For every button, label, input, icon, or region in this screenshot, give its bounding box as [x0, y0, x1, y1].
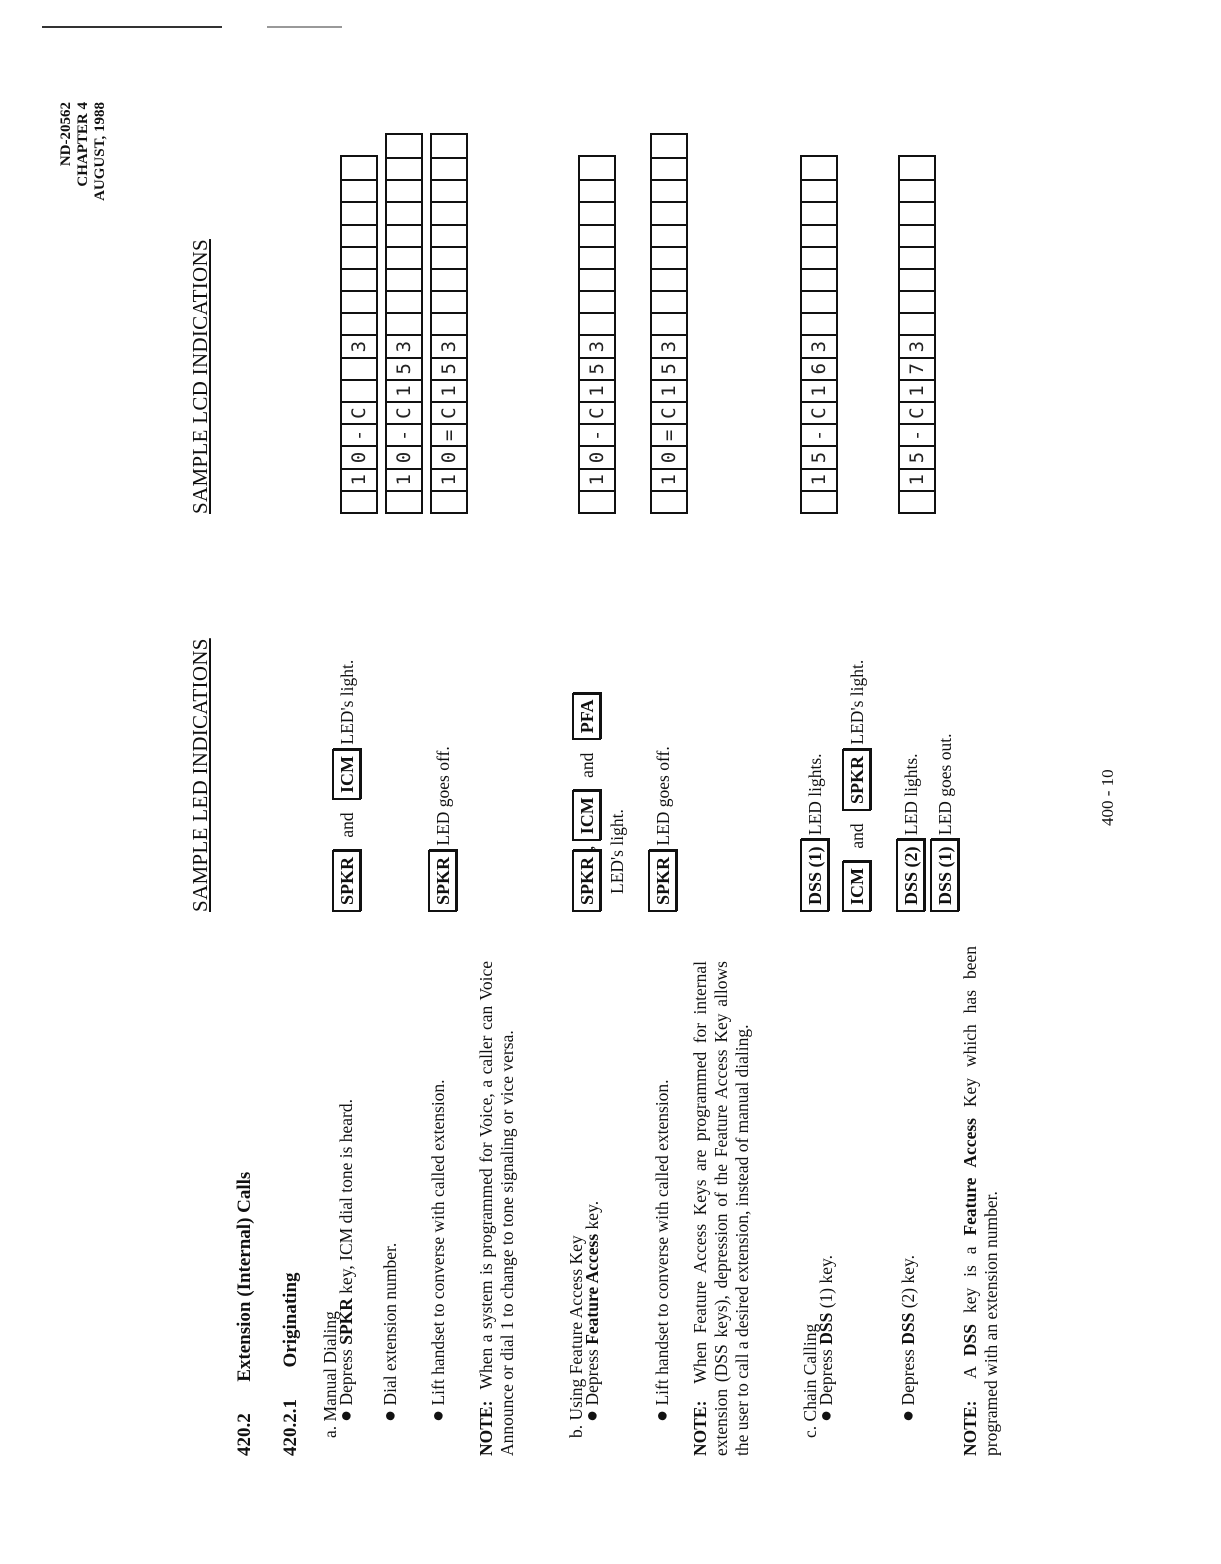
lcd-cell	[342, 179, 376, 201]
lcd-cell	[342, 268, 376, 290]
lcd-cell	[900, 268, 934, 290]
lcd-cell: 5	[580, 357, 614, 379]
spkr-key-label: SPKR	[332, 850, 361, 912]
lcd-cell	[580, 157, 614, 179]
lcd-cell: 1	[432, 468, 466, 490]
bullet-icon: ●	[815, 1409, 837, 1422]
bullet-icon: ●	[379, 1409, 401, 1422]
lcd-cell	[802, 246, 836, 268]
step-c-1: ● Depress DSS (1) key.	[815, 1255, 837, 1422]
lcd-cell: 1	[432, 379, 466, 401]
lcd-cell	[900, 157, 934, 179]
lcd-display-c2	[898, 155, 936, 514]
lcd-cell: -	[900, 423, 934, 445]
lcd-cell: -	[802, 423, 836, 445]
lcd-cell	[342, 312, 376, 334]
spkr-key-label: SPKR	[428, 850, 457, 912]
lcd-cell	[802, 490, 836, 512]
lcd-cell	[652, 490, 686, 512]
lcd-cell: 0	[580, 445, 614, 467]
lcd-cell: =	[432, 423, 466, 445]
led-c-1: DSS (1) LED lights.	[800, 753, 829, 912]
lcd-cell: 1	[342, 468, 376, 490]
spkr-key-label: SPKR	[648, 850, 677, 912]
lcd-cell: 1	[652, 379, 686, 401]
lcd-cell	[580, 490, 614, 512]
lcd-cell	[432, 312, 466, 334]
lcd-cell: 6	[802, 357, 836, 379]
lcd-cell: 3	[900, 335, 934, 357]
step-b-1: ● Depress Feature Access key.	[581, 1200, 603, 1422]
lcd-display-a2	[385, 133, 423, 514]
lcd-cell: 1	[387, 468, 421, 490]
pfa-key-label: PFA	[572, 693, 601, 741]
lcd-cell	[387, 157, 421, 179]
lcd-cell	[802, 290, 836, 312]
lcd-cell	[432, 179, 466, 201]
lcd-cell	[652, 157, 686, 179]
bullet-icon: ●	[427, 1409, 449, 1422]
lcd-cell: 0	[342, 445, 376, 467]
subsection-number: 420.2.1	[280, 1399, 301, 1456]
lcd-cell	[342, 490, 376, 512]
lcd-column-heading: SAMPLE LCD INDICATIONS	[188, 239, 212, 514]
note-1: NOTE: When a system is programmed for Voice, a caller can Voice Announce or dial 1 to change to tone signaling or vice versa.	[476, 961, 517, 1456]
lcd-cell	[580, 224, 614, 246]
lcd-cell	[652, 290, 686, 312]
lcd-cell	[580, 312, 614, 334]
lcd-cell	[802, 268, 836, 290]
doc-number: ND-20562	[58, 102, 74, 167]
lcd-cell	[342, 157, 376, 179]
lcd-cell: C	[580, 401, 614, 423]
led-c-4: DSS (1) LED goes out.	[930, 734, 959, 912]
lcd-cell	[652, 179, 686, 201]
lcd-display-a3	[430, 133, 468, 514]
lcd-cell	[387, 290, 421, 312]
lcd-cell	[900, 201, 934, 223]
subsection-title: Originating	[280, 1272, 301, 1368]
lcd-cell	[580, 290, 614, 312]
dss-1-key-label: DSS (1)	[800, 839, 829, 912]
lcd-cell: 3	[432, 335, 466, 357]
lcd-cell: 5	[432, 357, 466, 379]
lcd-cell	[342, 201, 376, 223]
bullet-icon: ●	[581, 1409, 603, 1422]
note-3: NOTE: A DSS key is a Feature Access Key which has been programed with an extension number.	[960, 946, 1001, 1456]
lcd-cell	[802, 179, 836, 201]
lcd-cell: C	[652, 401, 686, 423]
lcd-cell	[342, 224, 376, 246]
lcd-cell: -	[342, 423, 376, 445]
lcd-cell	[900, 290, 934, 312]
lcd-cell	[387, 246, 421, 268]
lcd-cell	[432, 135, 466, 157]
lcd-cell	[652, 224, 686, 246]
lcd-cell	[432, 201, 466, 223]
lcd-cell: 3	[802, 335, 836, 357]
step-b-2: ● Lift handset to converse with called extension.	[651, 1079, 673, 1422]
led-a-2: SPKR LED goes off.	[428, 746, 457, 912]
lcd-cell: -	[580, 423, 614, 445]
page-number: 400 - 10	[1098, 769, 1117, 826]
lcd-cell	[580, 268, 614, 290]
lcd-cell: 3	[580, 335, 614, 357]
doc-date: AUGUST, 1988	[92, 102, 108, 201]
lcd-cell: 3	[652, 335, 686, 357]
lcd-cell	[652, 201, 686, 223]
bullet-icon: ●	[335, 1409, 357, 1422]
lcd-cell	[432, 290, 466, 312]
lcd-display-a1	[340, 155, 378, 514]
spkr-key-label: SPKR	[842, 749, 871, 811]
step-a-label: a. Manual Dialing	[320, 1311, 340, 1438]
lcd-cell: 5	[802, 445, 836, 467]
lcd-cell: C	[387, 401, 421, 423]
lcd-cell: 0	[652, 445, 686, 467]
lcd-cell	[342, 379, 376, 401]
lcd-cell	[432, 157, 466, 179]
lcd-cell: 7	[900, 357, 934, 379]
led-a-1: SPKR and ICM LED's light.	[332, 660, 361, 912]
lcd-cell	[387, 135, 421, 157]
note-2: NOTE: When Feature Access Keys are programmed for internal extension (DSS keys), depression of the Feature Access Key allows the user to call a desired extension, instead of manual dialing.	[690, 960, 752, 1456]
step-a-1: ● Depress SPKR key, ICM dial tone is heard.	[335, 1098, 357, 1422]
lcd-cell	[652, 246, 686, 268]
chapter-label: CHAPTER 4	[75, 102, 91, 187]
lcd-cell	[900, 312, 934, 334]
lcd-cell	[342, 290, 376, 312]
lcd-cell: 0	[432, 445, 466, 467]
lcd-cell: 5	[652, 357, 686, 379]
document-header	[58, 102, 109, 234]
lcd-cell: 1	[387, 379, 421, 401]
lcd-cell	[580, 246, 614, 268]
lcd-cell: 1	[802, 468, 836, 490]
section-title: Extension (Internal) Calls	[234, 1171, 255, 1382]
lcd-cell	[802, 201, 836, 223]
lcd-cell: C	[900, 401, 934, 423]
lcd-cell	[342, 357, 376, 379]
dss-1-key-label: DSS (1)	[930, 839, 959, 912]
step-c-2: ● Depress DSS (2) key.	[897, 1255, 919, 1422]
lcd-cell	[900, 224, 934, 246]
lcd-cell	[387, 224, 421, 246]
lcd-cell: 0	[387, 445, 421, 467]
step-a-3: ● Lift handset to converse with called extension.	[427, 1079, 449, 1422]
lcd-cell	[652, 268, 686, 290]
lcd-display-c1	[800, 155, 838, 514]
lcd-cell	[387, 490, 421, 512]
lcd-cell	[580, 179, 614, 201]
lcd-cell: 5	[387, 357, 421, 379]
lcd-display-b1	[578, 155, 616, 514]
lcd-cell	[432, 268, 466, 290]
led-column-heading: SAMPLE LED INDICATIONS	[188, 638, 212, 912]
bullet-icon: ●	[897, 1409, 919, 1422]
lcd-cell	[900, 179, 934, 201]
led-c-2: ICM and SPKR LED's light.	[842, 660, 871, 912]
lcd-cell: 1	[900, 379, 934, 401]
lcd-cell	[900, 246, 934, 268]
lcd-cell	[432, 490, 466, 512]
lcd-cell: 1	[580, 468, 614, 490]
subsection-heading	[280, 1272, 302, 1456]
lcd-cell: 1	[900, 468, 934, 490]
lcd-cell	[580, 201, 614, 223]
led-b-2: SPKR LED goes off.	[648, 746, 677, 912]
lcd-cell	[652, 312, 686, 334]
dss-2-key-label: DSS (2)	[896, 839, 925, 912]
spkr-key-label: SPKR	[572, 850, 601, 912]
lcd-cell	[652, 135, 686, 157]
lcd-cell	[387, 179, 421, 201]
step-b-label: b. Using Feature Access Key	[566, 1235, 586, 1438]
lcd-cell	[802, 312, 836, 334]
icm-key-label: ICM	[572, 790, 601, 841]
lcd-cell	[432, 224, 466, 246]
lcd-cell	[387, 201, 421, 223]
icm-key-label: ICM	[842, 861, 871, 912]
lcd-cell: -	[387, 423, 421, 445]
icm-key-label: ICM	[332, 749, 361, 800]
lcd-cell	[802, 224, 836, 246]
lcd-cell	[432, 246, 466, 268]
lcd-cell: C	[432, 401, 466, 423]
lcd-cell	[387, 268, 421, 290]
section-number: 420.2	[234, 1413, 255, 1456]
lcd-cell	[342, 246, 376, 268]
lcd-cell: 5	[900, 445, 934, 467]
lcd-cell: 3	[387, 335, 421, 357]
section-heading	[234, 1172, 256, 1456]
lcd-cell	[900, 490, 934, 512]
lcd-display-b2	[650, 133, 688, 514]
lcd-cell	[387, 312, 421, 334]
bullet-icon: ●	[651, 1409, 673, 1422]
step-c-label: c. Chain Calling	[800, 1323, 820, 1438]
lcd-cell: 1	[652, 468, 686, 490]
lcd-cell	[802, 157, 836, 179]
lcd-cell: 1	[580, 379, 614, 401]
lcd-cell: =	[652, 423, 686, 445]
step-a-2: ● Dial extension number.	[379, 1242, 401, 1422]
lcd-cell: C	[342, 401, 376, 423]
lcd-cell: 1	[802, 379, 836, 401]
lcd-cell: 3	[342, 335, 376, 357]
led-b-1: SPKR, ICM and PFA LED's light.	[572, 552, 632, 912]
lcd-cell: C	[802, 401, 836, 423]
led-c-3: DSS (2) LED lights.	[896, 753, 925, 912]
